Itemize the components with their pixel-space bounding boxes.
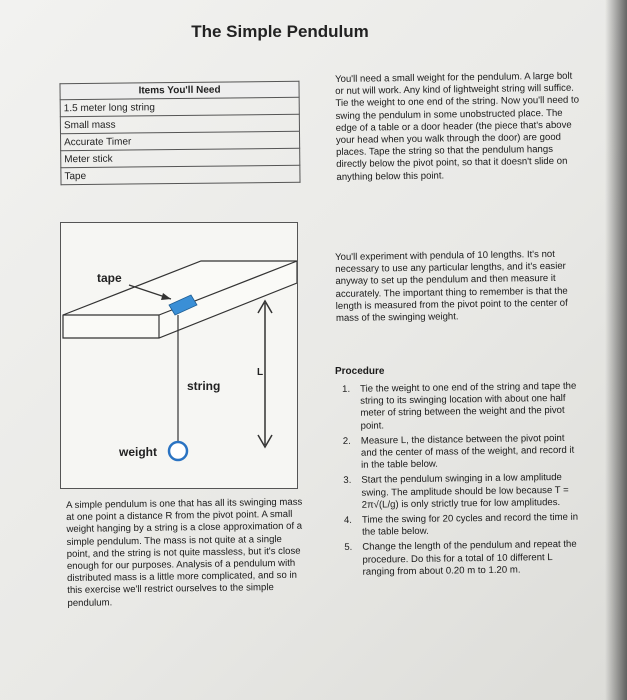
step-number: 1.: [342, 383, 351, 395]
step-number: 3.: [343, 475, 352, 487]
items-table-header: Items You'll Need: [60, 81, 299, 100]
step-text: Time the swing for 20 cycles and record the time in the table below.: [361, 511, 579, 538]
table-cell: Small mass: [60, 114, 299, 134]
pendulum-caption: A simple pendulum is one that has all its swinging mass at one point a distance R from the pivot point. A small weight hanging by a string is a close approximation of a simple pendulum. The mass is not quite at a single point, and the string is not quite massless, but it's close enough for our purposes. Analysis of a pendulum with distributed mass is a little more complicated, and so in this exercise we'll restrict ourselves to the simple pendulum.: [66, 496, 303, 609]
page-title: The Simple Pendulum: [191, 22, 369, 41]
length-label: L: [257, 367, 264, 378]
table-cell: Meter stick: [61, 148, 300, 168]
step-text: Measure L, the distance between the pivot point and the center of mass of the weight, and record it in the table below.: [360, 432, 575, 471]
table-cell: Tape: [61, 165, 300, 185]
tape-label: tape: [97, 271, 122, 285]
items-table: [59, 81, 300, 186]
step-number: 2.: [342, 435, 351, 447]
procedure-step: [343, 472, 583, 512]
procedure-list: [342, 381, 585, 582]
table-cell: 1.5 meter long string: [60, 97, 299, 117]
experiment-paragraph: You'll experiment with pendula of 10 lengths. It's not necessary to use any particular lengths, and it's easier anyway to set up the pendulum and then measure it accurately. The important thing to remember is that the length is measured from the pivot point to the center of mass of the swinging weight.: [335, 248, 568, 325]
procedure-step: [344, 512, 584, 540]
step-text: Change the length of the pendulum and repeat the procedure. Do this for a total of 10 different L ranging from about 0.20 m to 1.20 m.: [362, 539, 577, 578]
step-text: Tie the weight to one end of the string and tape the string to its swinging location with about one half meter of string between the weight and the pivot point.: [359, 380, 577, 432]
pendulum-drawing: [61, 223, 297, 488]
pendulum-diagram: [60, 222, 298, 489]
procedure-step: [343, 432, 583, 472]
procedure-step: [342, 381, 583, 433]
intro-paragraph: You'll need a small weight for the pendulum. A large bolt or nut will work. Any kind of lightweight string will suffice. Tie the weight to one end of the string. Now you'll need to swing the pendulum in some unobstructed place. The edge of a table or a door header (the piece that's above your head when you walk through the door) are good places. Tape the string so that the pendulum hangs directly below the pivot point, so that it doesn't slide on anything below this point.: [335, 70, 580, 183]
string-label: string: [187, 379, 221, 393]
step-text: Start the pendulum swinging in a low amplitude swing. The amplitude should be low because T = 2π√(L/g) is only strictly true for low amplitudes.: [361, 472, 569, 511]
procedure-heading: Procedure: [335, 366, 385, 377]
weight-label: weight: [119, 445, 157, 459]
pendulum-weight: [169, 442, 187, 460]
step-number: 5.: [344, 542, 353, 554]
page-shadow: [605, 0, 627, 700]
step-number: 4.: [343, 514, 352, 527]
procedure-step: [344, 539, 584, 579]
table-row: [61, 165, 300, 185]
table-cell: Accurate Timer: [61, 131, 300, 151]
